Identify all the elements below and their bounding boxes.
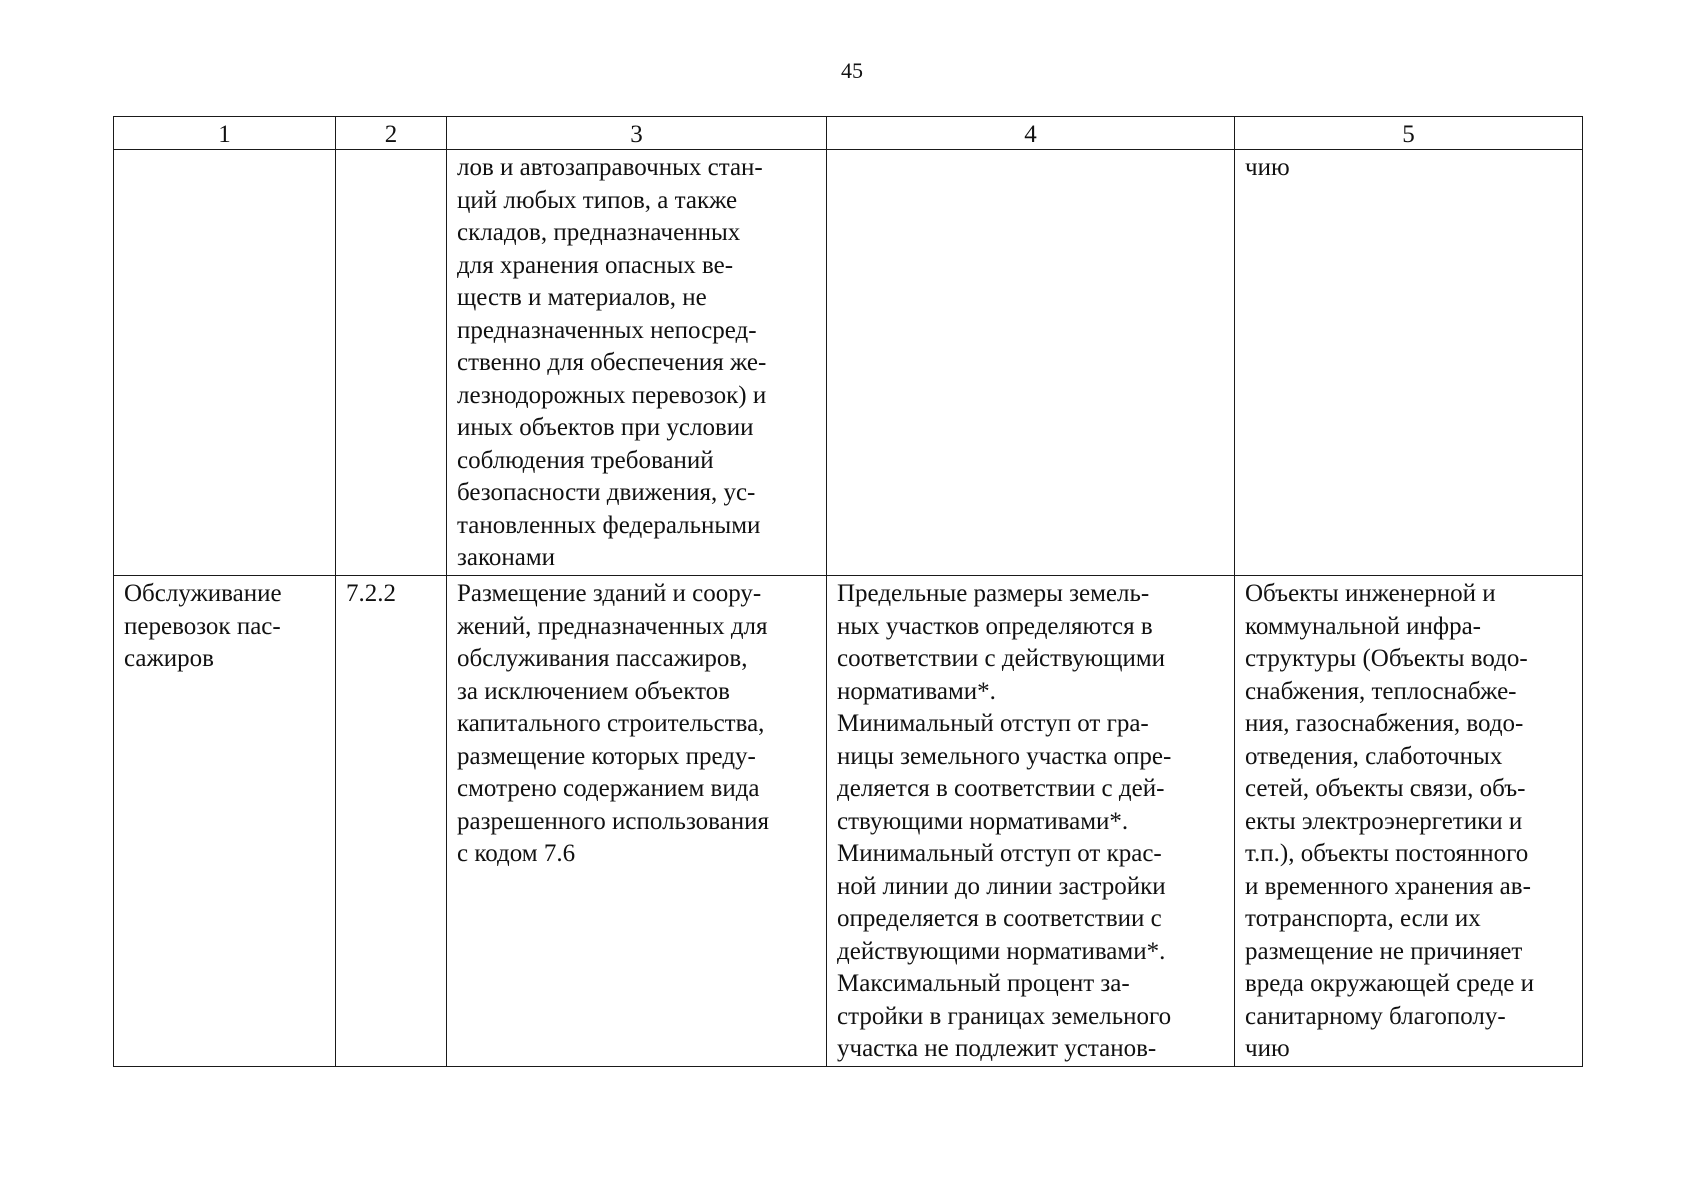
column-header-1: 1 — [114, 117, 336, 150]
cell-use-code: 7.2.2 — [336, 576, 447, 1067]
column-header-3: 3 — [447, 117, 827, 150]
regulation-table — [113, 116, 1583, 1067]
table-row — [114, 576, 1583, 1067]
cell-auxiliary-uses: чию — [1235, 150, 1583, 576]
column-header-5: 5 — [1235, 117, 1583, 150]
cell-auxiliary-uses: Объекты инженерной и коммунальной инфра- структуры (Объекты водо- снабжения, теплоснабже- ния, газоснабжения, водо- отведения, слаботочных сетей, объекты связи, объ- екты электроэнергетики и т.п.), объекты постоянного и временного хранения ав- тотранспорта, если их размещение не причиняет вреда окружающей среде и санитарному благополу- чию — [1235, 576, 1583, 1067]
table-row — [114, 150, 1583, 576]
cell-use-code — [336, 150, 447, 576]
column-header-2: 2 — [336, 117, 447, 150]
page-number: 45 — [841, 58, 863, 83]
cell-use-description: Размещение зданий и соору- жений, предназначенных для обслуживания пассажиров, за исключением объектов капитального строительства, размещение которых преду- смотрено содержанием вида разрешенного использования с кодом 7.6 — [447, 576, 827, 1067]
cell-permitted-use-name: Обслуживание перевозок пас- сажиров — [114, 576, 336, 1067]
table-header-row — [114, 117, 1583, 150]
cell-use-description: лов и автозаправочных стан- ций любых типов, а также складов, предназначенных для хранения опасных ве- ществ и материалов, не предназначенных непосред- ственно для обеспечения же- лезнодорожных перевозок) и иных объектов при условии соблюдения требований безопасности движения, ус- тановленных федеральными законами — [447, 150, 827, 576]
column-header-4: 4 — [827, 117, 1235, 150]
cell-limit-parameters: Предельные размеры земель- ных участков определяются в соответствии с действующими нормативами*. Минимальный отступ от гра- ницы земельного участка опре- деляется в соответствии с дей- ствующими нормативами*. Минимальный отступ от крас- ной линии до линии застройки определяется в соответствии с действующими нормативами*. Максимальный процент за- стройки в границах земельного участка не подлежит установ- — [827, 576, 1235, 1067]
cell-limit-parameters — [827, 150, 1235, 576]
cell-permitted-use-name — [114, 150, 336, 576]
